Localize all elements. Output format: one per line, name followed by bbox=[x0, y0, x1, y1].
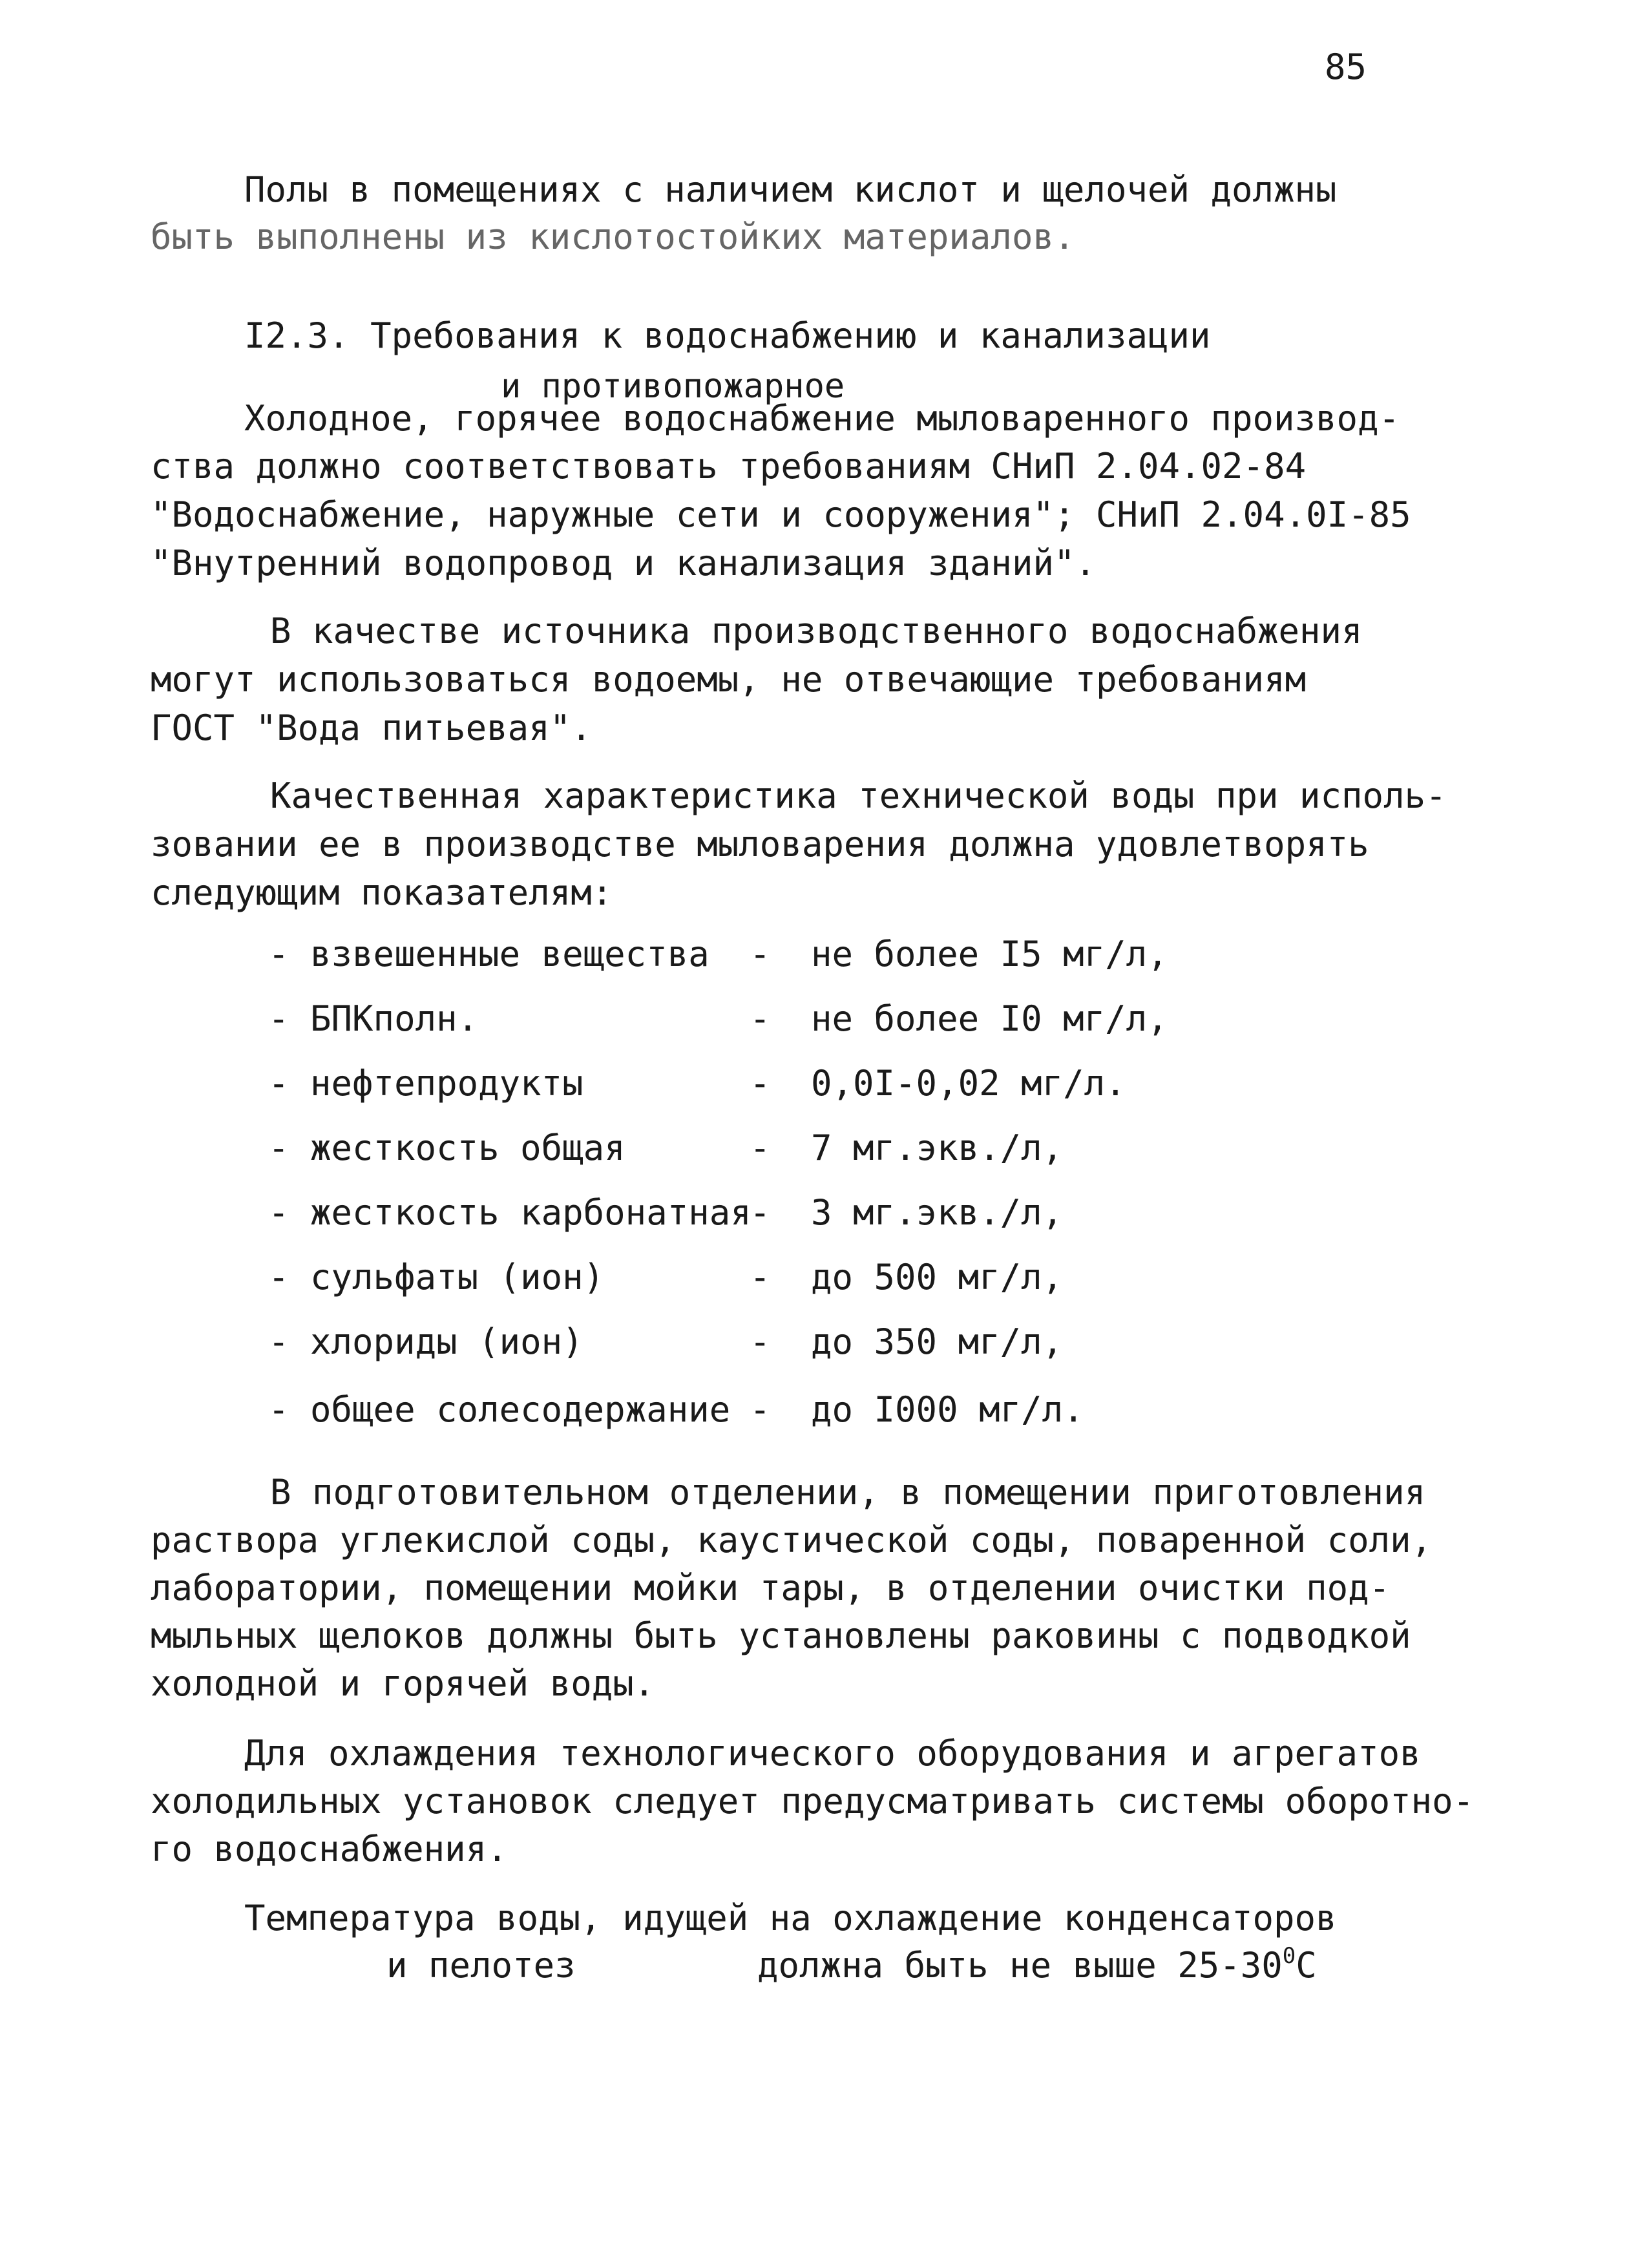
page-number: 85 bbox=[1325, 47, 1367, 87]
indicator-dash: - bbox=[750, 934, 771, 974]
paragraph-water-supply-line-1: Холодное, горячее водоснабжение мыловаренного производ- bbox=[244, 398, 1400, 439]
paragraph-sinks-line-2: раствора углекислой соды, каустической соды, поваренной соли, bbox=[151, 1520, 1433, 1560]
indicator-value: до 350 мг/л, bbox=[811, 1321, 1064, 1362]
paragraph-quality-line-3: следующим показателям: bbox=[151, 872, 613, 913]
paragraph-cooling-line-2: холодильных установок следует предусматривать системы оборотно- bbox=[151, 1781, 1475, 1822]
indicator-dash: - bbox=[750, 1128, 771, 1168]
paragraph-source-line-3: ГОСТ "Вода питьевая". bbox=[151, 708, 592, 748]
paragraph-cooling-line-3: го водоснабжения. bbox=[151, 1829, 508, 1869]
indicator-dash: - bbox=[750, 1321, 771, 1362]
indicator-name: - взвешенные вещества bbox=[268, 934, 709, 974]
indicator-dash: - bbox=[750, 1389, 771, 1430]
indicator-value: до I000 мг/л. bbox=[811, 1389, 1084, 1430]
indicator-value: 0,0I-0,02 мг/л. bbox=[811, 1063, 1126, 1104]
temperature-text: должна быть не выше 25-30 bbox=[757, 1945, 1283, 1986]
paragraph-sinks-line-1: В подготовительном отделении, в помещении приготовления bbox=[270, 1472, 1426, 1513]
paragraph-water-supply-line-3: "Водоснабжение, наружные сети и сооружения"; СНиП 2.04.0I-85 bbox=[151, 494, 1411, 535]
indicator-dash: - bbox=[750, 1063, 771, 1104]
paragraph-temperature-line-2-right bbox=[757, 1945, 1317, 1986]
indicator-name: - нефтепродукты bbox=[268, 1063, 583, 1104]
paragraph-source-line-2: могут использоваться водоемы, не отвечающие требованиям bbox=[151, 659, 1307, 700]
paragraph-floors-line-2: быть выполнены из кислотостойких материалов. bbox=[151, 216, 1075, 257]
indicator-dash: - bbox=[750, 998, 771, 1039]
indicator-value: 7 мг.экв./л, bbox=[811, 1128, 1064, 1168]
paragraph-temperature-line-2-left: и пелотез bbox=[386, 1945, 576, 1986]
section-heading-line-1: I2.3. Требования к водоснабжению и канализации bbox=[244, 315, 1211, 356]
temperature-unit: C bbox=[1296, 1945, 1317, 1986]
indicator-name: - БПКполн. bbox=[268, 998, 479, 1039]
paragraph-quality-line-2: зовании ее в производстве мыловарения должна удовлетворять bbox=[151, 824, 1369, 865]
indicator-name: - сульфаты (ион) bbox=[268, 1257, 605, 1297]
paragraph-water-supply-line-2: ства должно соответствовать требованиям СНиП 2.04.02-84 bbox=[151, 446, 1307, 487]
paragraph-sinks-line-5: холодной и горячей воды. bbox=[151, 1663, 655, 1704]
paragraph-temperature-line-1: Температура воды, идущей на охлаждение конденсаторов bbox=[244, 1898, 1337, 1938]
indicator-value: до 500 мг/л, bbox=[811, 1257, 1064, 1297]
indicator-name: - жесткость общая bbox=[268, 1128, 625, 1168]
indicator-dash: - bbox=[750, 1192, 771, 1233]
paragraph-quality-line-1: Качественная характеристика технической воды при исполь- bbox=[270, 775, 1447, 816]
indicator-value: не более I0 мг/л, bbox=[811, 998, 1168, 1039]
indicator-name: - общее солесодержание bbox=[268, 1389, 731, 1430]
section-heading-line-2: и противопожарное bbox=[501, 367, 845, 406]
paragraph-sinks-line-3: лаборатории, помещении мойки тары, в отделении очистки под- bbox=[151, 1568, 1391, 1608]
indicator-name: - хлориды (ион) bbox=[268, 1321, 583, 1362]
degree-superscript: 0 bbox=[1282, 1943, 1296, 1969]
indicator-name: - жесткость карбонатная bbox=[268, 1192, 751, 1233]
indicator-value: 3 мг.экв./л, bbox=[811, 1192, 1064, 1233]
indicator-dash: - bbox=[750, 1257, 771, 1297]
paragraph-source-line-1: В качестве источника производственного водоснабжения bbox=[270, 611, 1363, 651]
paragraph-floors-line-1: Полы в помещениях с наличием кислот и щелочей должны bbox=[244, 169, 1337, 210]
indicator-value: не более I5 мг/л, bbox=[811, 934, 1168, 974]
paragraph-water-supply-line-4: "Внутренний водопровод и канализация зданий". bbox=[151, 543, 1096, 583]
paragraph-sinks-line-4: мыльных щелоков должны быть установлены раковины с подводкой bbox=[151, 1615, 1411, 1656]
paragraph-cooling-line-1: Для охлаждения технологического оборудования и агрегатов bbox=[244, 1733, 1421, 1774]
